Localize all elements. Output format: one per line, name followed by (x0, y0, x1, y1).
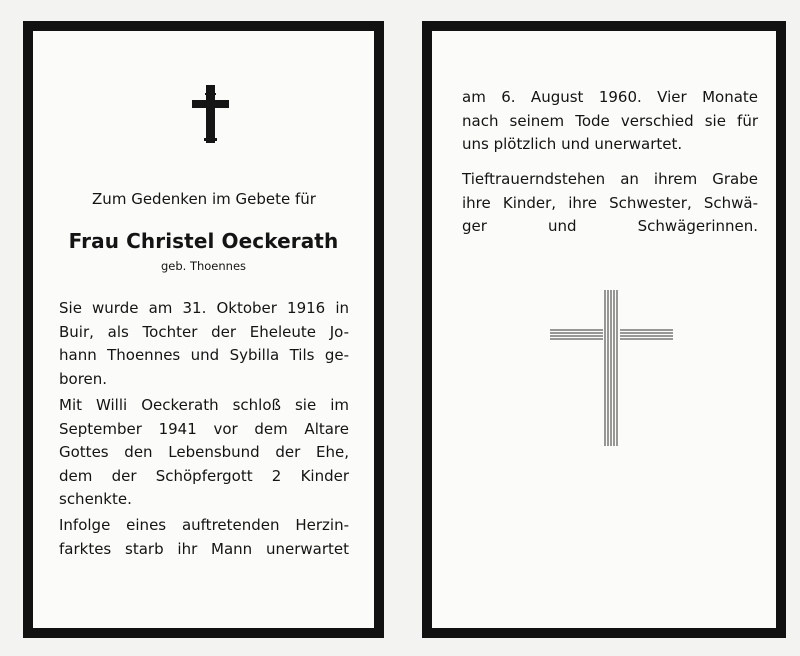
death-paragraph-continued (462, 86, 758, 157)
line-cross-icon (540, 281, 680, 451)
text-line: farktes starb ihr Mann unerwartet (59, 539, 349, 558)
text-line: uns plötzlich und unerwartet. (462, 135, 683, 153)
marriage-paragraph (59, 394, 349, 512)
maiden-name: geb. Thoennes (160, 259, 247, 273)
intro-line: Zum Gedenken im Gebete für (92, 190, 316, 208)
text-line: hann Thoennes und Sybilla Tils ge- (59, 346, 349, 364)
text-line: schenkte. (59, 490, 132, 508)
text-line: Infolge eines auftretenden Herzin- (59, 516, 349, 534)
text-line: dem der Schöpfergott 2 Kinder (59, 466, 349, 485)
text-line: September 1941 vor dem Altare (59, 419, 349, 438)
text-line: ger und Schwägerinnen. (462, 217, 758, 235)
text-line: Sie wurde am 31. Oktober 1916 in (59, 299, 349, 317)
text-line: Mit Willi Oeckerath schloß sie im (59, 396, 349, 414)
text-line: Gottes den Lebensbund der Ehe, (59, 443, 349, 461)
text-line: Buir, als Tochter der Eheleute Jo- (59, 322, 349, 341)
text-line: nach seinem Tode verschied sie für (462, 111, 758, 130)
text-line: boren. (59, 369, 108, 388)
text-line: am 6. August 1960. Vier Monate (462, 88, 758, 106)
left-memorial-card (23, 21, 384, 638)
text-line: ihre Kinder, ihre Schwester, Schwä- (462, 193, 758, 212)
mourners-paragraph (462, 168, 758, 239)
right-memorial-card (422, 21, 786, 638)
deceased-name: Frau Christel Oeckerath (68, 229, 339, 253)
text-line: Tieftrauerndstehen an ihrem Grabe (462, 170, 758, 188)
birth-paragraph (59, 297, 349, 391)
death-paragraph-start (59, 514, 349, 561)
